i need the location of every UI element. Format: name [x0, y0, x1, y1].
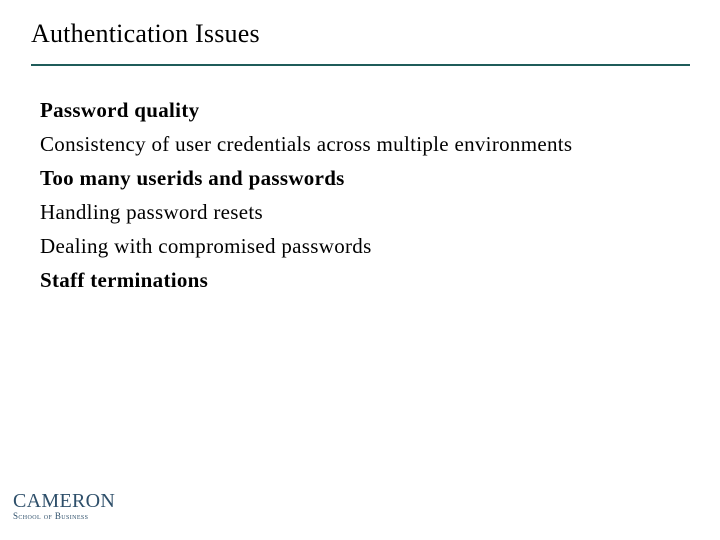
bullet-list: [40, 96, 680, 300]
slide-title: Authentication Issues: [31, 19, 260, 48]
bullet-item: Password quality: [40, 98, 200, 122]
bullet-item: Handling password resets: [40, 200, 263, 224]
logo-subtitle: School of Business: [13, 511, 89, 521]
bullet-item: Too many userids and passwords: [40, 166, 345, 190]
bullet-item: Dealing with compromised passwords: [40, 234, 372, 258]
bullet-item: Staff terminations: [40, 268, 209, 292]
bullet-item: Consistency of user credentials across multiple environments: [40, 132, 573, 156]
cameron-school-logo: [13, 491, 123, 531]
title-underline-rule: [31, 64, 690, 66]
logo-wordmark: CAMERON: [13, 490, 116, 512]
